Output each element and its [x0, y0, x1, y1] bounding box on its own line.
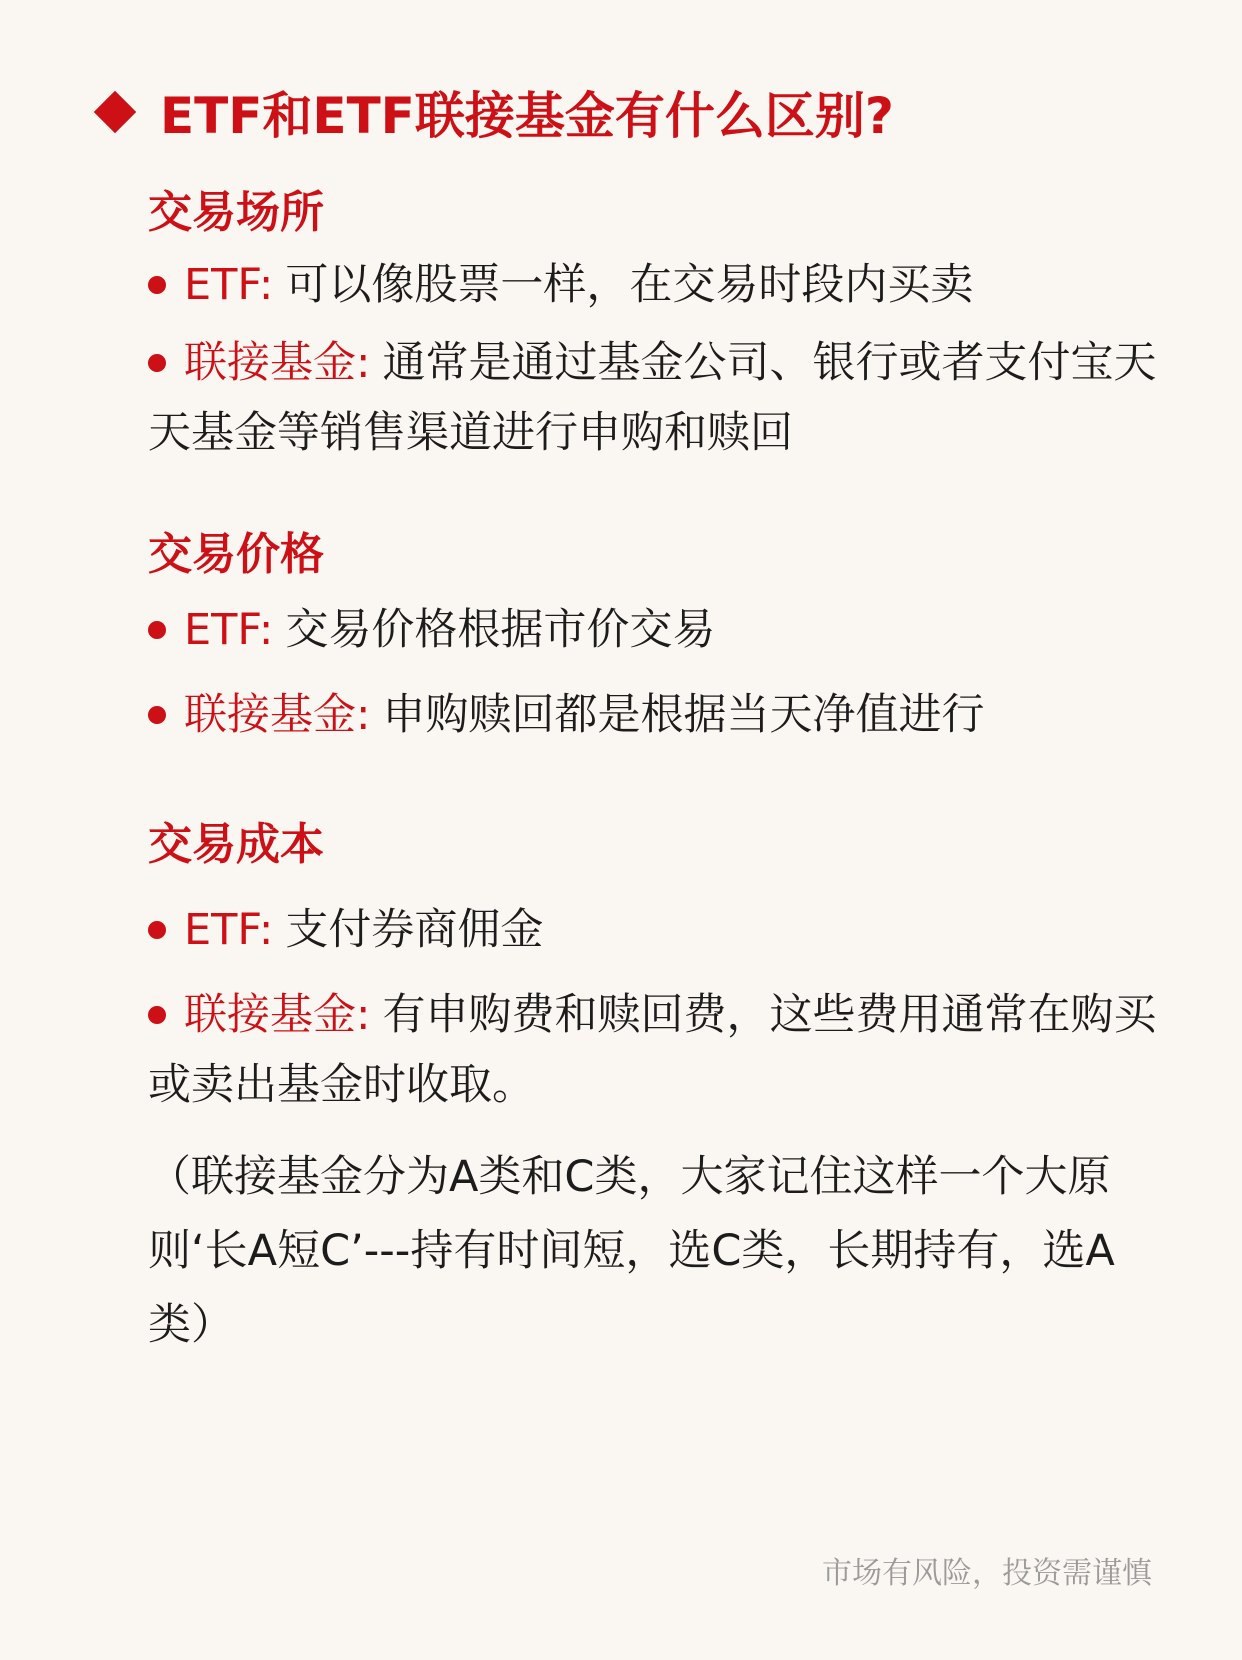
- item-separator: :: [356, 990, 371, 1040]
- list-item: [148, 250, 1158, 320]
- item-text: 申购赎回都是根据当天净值进行: [382, 690, 985, 740]
- list-item: [148, 680, 1158, 750]
- item-separator: :: [356, 338, 371, 388]
- item-separator: :: [258, 260, 274, 310]
- item-label: ETF: [184, 605, 259, 655]
- item-label: 联接基金: [184, 690, 356, 740]
- note-paragraph: （联接基金分为A类和C类，大家记住这样一个大原则‘长A短C’---持有时间短，选C类，长期持有，选A类）: [148, 1152, 1115, 1350]
- bullet-dot-icon: [148, 621, 166, 639]
- list-item: [148, 595, 1158, 665]
- item-label: 联接基金: [184, 990, 356, 1040]
- item-text: 可以像股票一样，在交易时段内买卖: [285, 260, 974, 310]
- page-title: [92, 72, 1192, 152]
- page-title-text: ETF和ETF联接基金有什么区别?: [160, 87, 894, 145]
- item-label: 联接基金: [184, 338, 356, 388]
- bullet-dot-icon: [148, 276, 166, 294]
- item-label: ETF: [184, 260, 259, 310]
- section-heading-venue: 交易场所: [148, 187, 324, 238]
- bullet-dot-icon: [148, 354, 166, 372]
- list-item: [148, 328, 1158, 468]
- item-text: 交易价格根据市价交易: [285, 605, 716, 655]
- item-text: 有申购费和赎回费，这些费用通常在购买或卖出基金时收取。: [148, 990, 1157, 1110]
- bullet-dot-icon: [148, 1006, 166, 1024]
- item-separator: :: [258, 605, 274, 655]
- section-heading-price: 交易价格: [148, 529, 324, 580]
- item-text: 通常是通过基金公司、银行或者支付宝天天基金等销售渠道进行申购和赎回: [148, 338, 1157, 458]
- item-label: ETF: [184, 905, 259, 955]
- bullet-dot-icon: [148, 921, 166, 939]
- section-heading-cost: 交易成本: [148, 819, 324, 870]
- item-separator: :: [356, 690, 371, 740]
- bullet-dot-icon: [148, 706, 166, 724]
- diamond-icon: [94, 91, 136, 133]
- list-item: [148, 895, 1158, 965]
- list-item: [148, 980, 1158, 1120]
- item-text: 支付券商佣金: [285, 905, 544, 955]
- risk-disclaimer: 市场有风险，投资需谨慎: [822, 1556, 1152, 1591]
- item-separator: :: [258, 905, 274, 955]
